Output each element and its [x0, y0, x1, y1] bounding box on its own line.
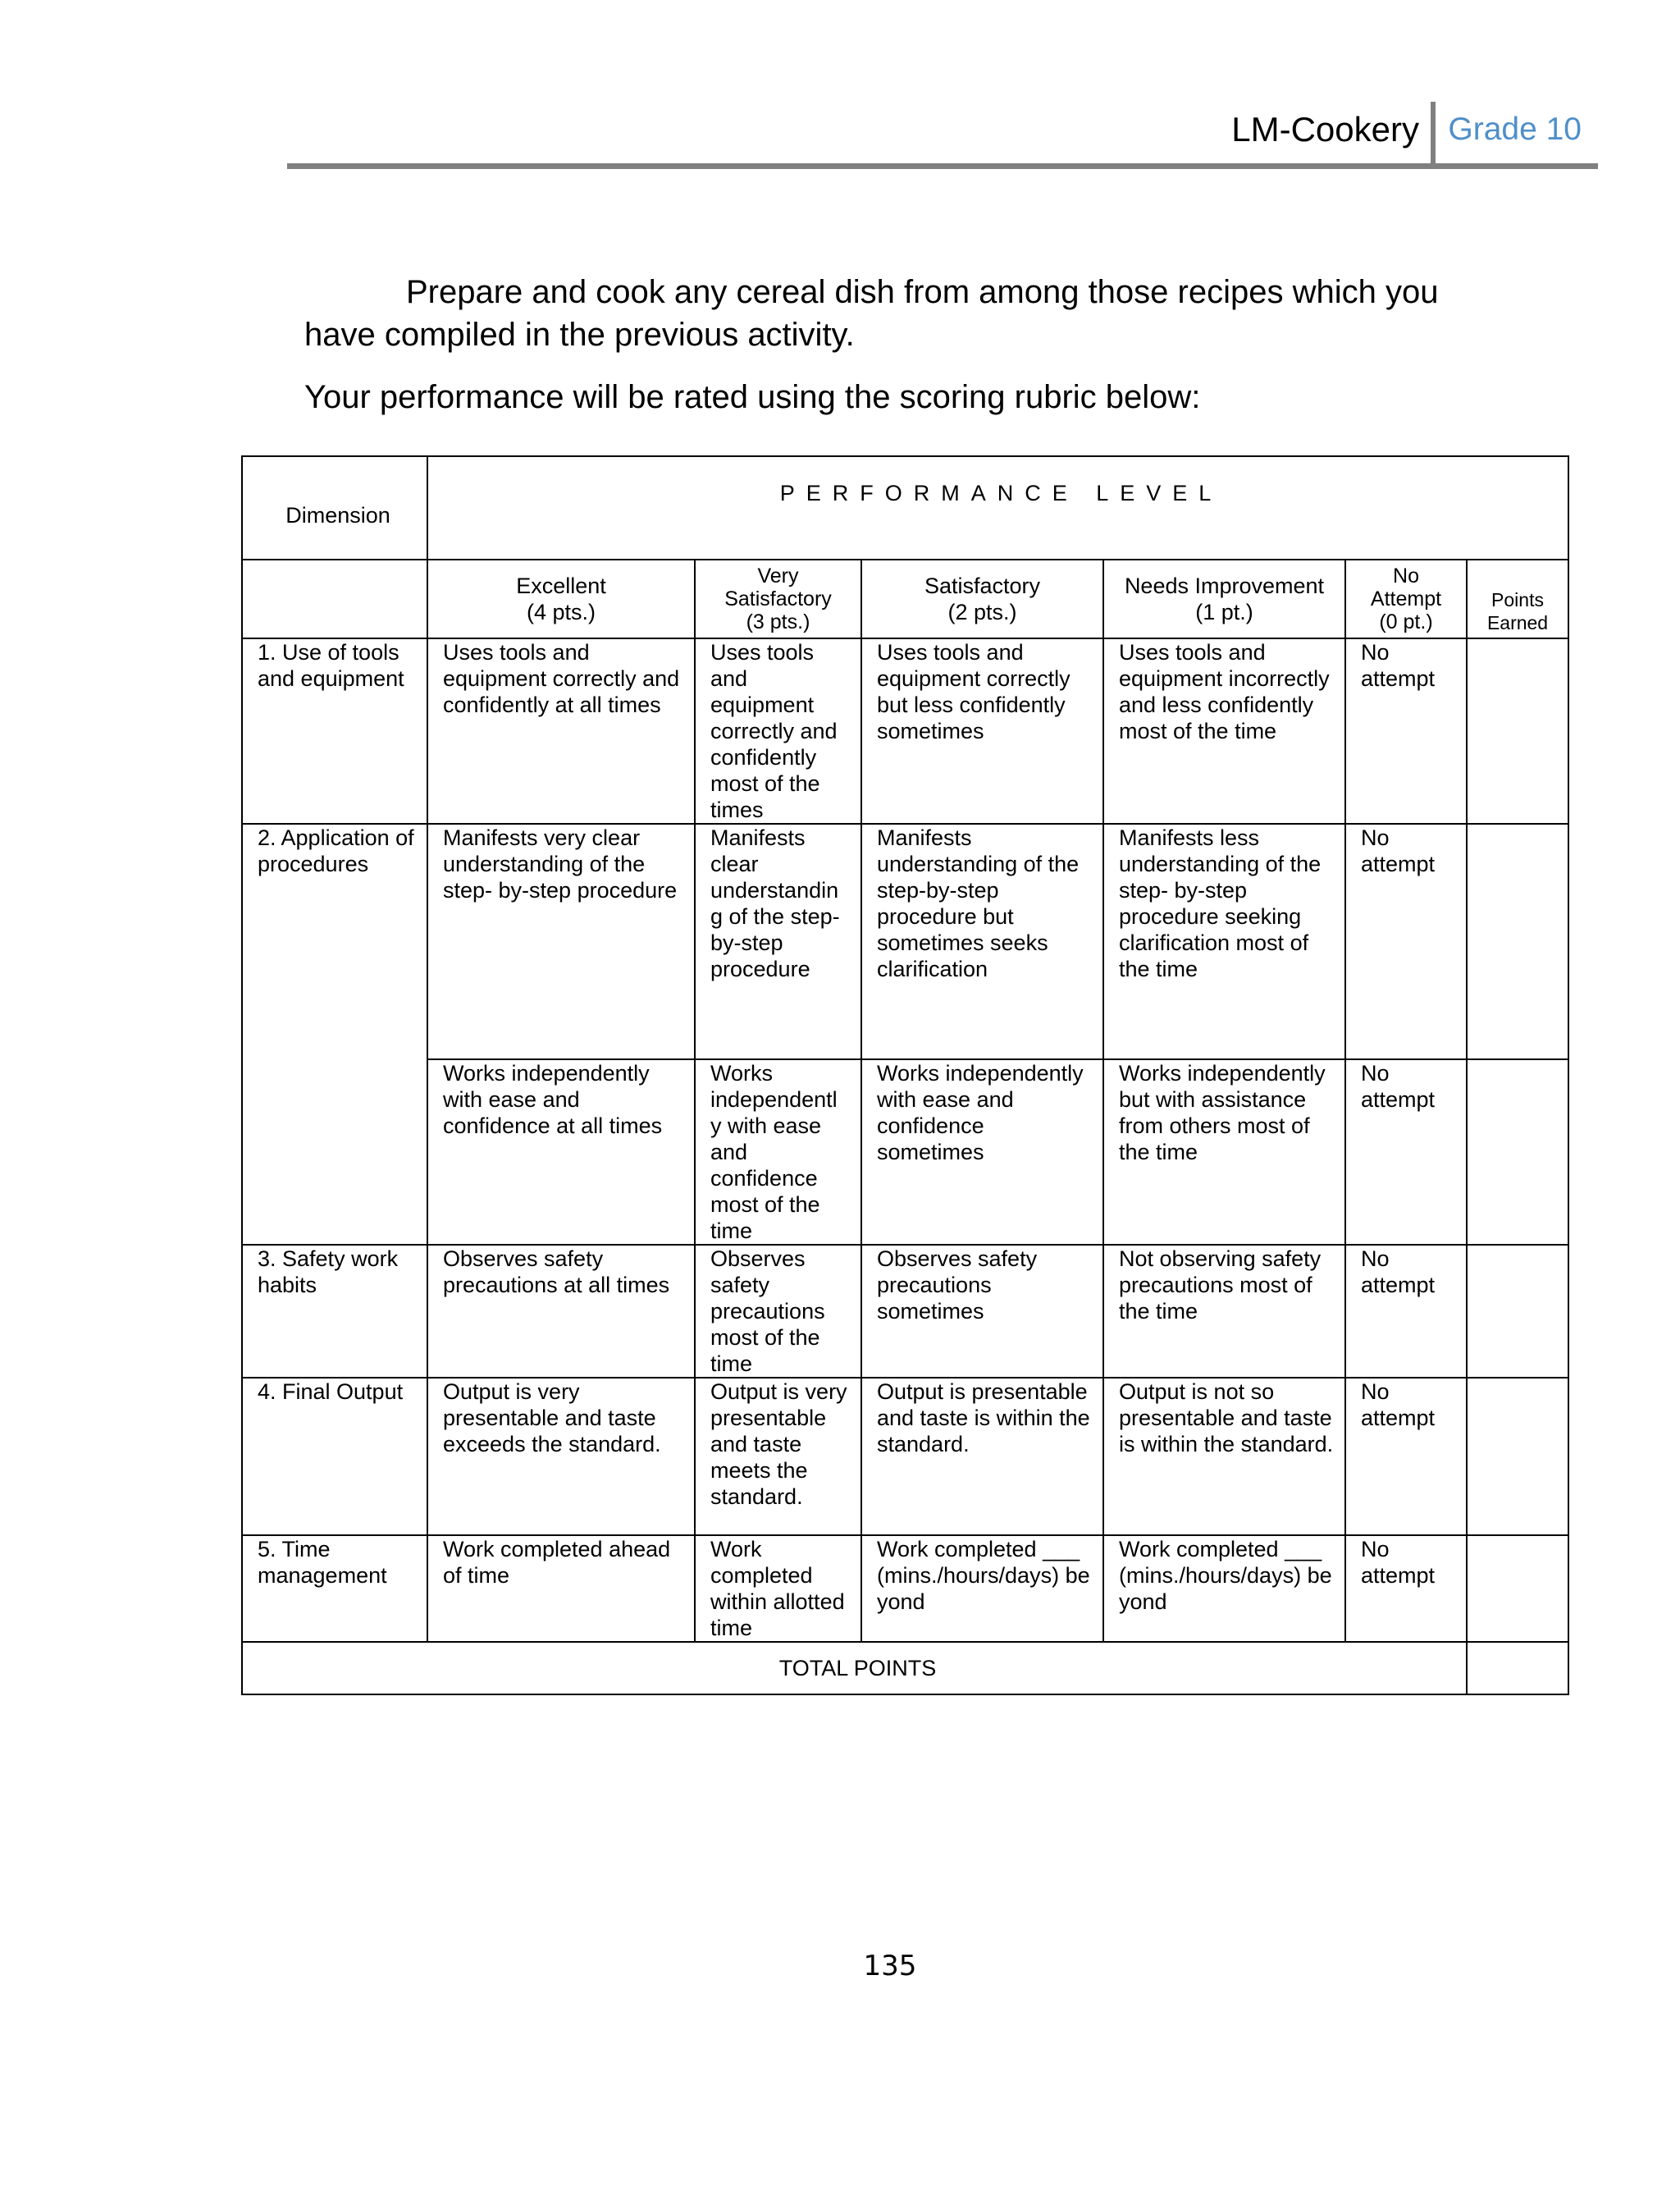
dimension-cell: 3. Safety work habits: [242, 1245, 427, 1378]
total-row: [242, 1642, 1568, 1694]
level-needs-improvement: Needs Improvement (1 pt.): [1103, 560, 1345, 638]
needs-improvement-cell: Manifests less understanding of the step- by-step procedure seeking clarification most of the time: [1103, 824, 1345, 1059]
header-title: LM-Cookery: [1231, 110, 1419, 149]
excellent-cell: Works independently with ease and confidence at all times: [427, 1059, 695, 1245]
dimension-header: Dimension: [242, 456, 427, 560]
satisfactory-cell: Uses tools and equipment correctly but less confidently sometimes: [861, 638, 1103, 824]
page-header: [287, 100, 1598, 169]
level-excellent: Excellent (4 pts.): [427, 560, 695, 638]
header-row-levels: [242, 560, 1568, 638]
very-satisfactory-cell: Observes safety precautions most of the time: [695, 1245, 861, 1378]
satisfactory-cell: Manifests understanding of the step-by-step procedure but sometimes seeks clarification: [861, 824, 1103, 1059]
dimension-cell: 2. Application of procedures: [242, 824, 427, 1245]
dimension-cell: 1. Use of tools and equipment: [242, 638, 427, 824]
table-row: [242, 1245, 1568, 1378]
points-earned-cell: [1467, 1245, 1568, 1378]
needs-improvement-cell: Not observing safety precautions most of the time: [1103, 1245, 1345, 1378]
total-points-label: TOTAL POINTS: [242, 1642, 1467, 1694]
performance-level-header: PERFORMANCE LEVEL: [427, 456, 1568, 560]
very-satisfactory-cell: Works independentl y with ease and confidence most of the time: [695, 1059, 861, 1245]
table-row: [242, 638, 1568, 824]
very-satisfactory-cell: Work completed within allotted time: [695, 1535, 861, 1642]
satisfactory-cell: Observes safety precautions sometimes: [861, 1245, 1103, 1378]
very-satisfactory-cell: Uses tools and equipment correctly and confidently most of the times: [695, 638, 861, 824]
no-attempt-cell: No attempt: [1345, 1378, 1467, 1535]
excellent-cell: Manifests very clear understanding of the step- by-step procedure: [427, 824, 695, 1059]
level-no-attempt: No Attempt (0 pt.): [1345, 560, 1467, 638]
dimension-blank-cell: [242, 560, 427, 638]
total-points-cell: [1467, 1642, 1568, 1694]
excellent-cell: Uses tools and equipment correctly and confidently at all times: [427, 638, 695, 824]
level-very-satisfactory: Very Satisfactory (3 pts.): [695, 560, 861, 638]
excellent-cell: Observes safety precautions at all times: [427, 1245, 695, 1378]
table-row: [242, 1059, 1568, 1245]
dimension-cell: 5. Time management: [242, 1535, 427, 1642]
scoring-rubric-table: [241, 455, 1569, 1695]
no-attempt-cell: No attempt: [1345, 638, 1467, 824]
instruction-paragraph: Prepare and cook any cereal dish from among those recipes which you have compiled in the previous activity.: [304, 274, 1439, 353]
points-earned-cell: [1467, 638, 1568, 824]
table-row: [242, 1378, 1568, 1535]
header-grade: Grade 10: [1448, 112, 1582, 147]
needs-improvement-cell: Works independently but with assistance from others most of the time: [1103, 1059, 1345, 1245]
excellent-cell: Output is very presentable and taste exceeds the standard.: [427, 1378, 695, 1535]
points-earned-cell: [1467, 824, 1568, 1059]
table-row: [242, 824, 1568, 1059]
satisfactory-cell: Output is presentable and taste is within the standard.: [861, 1378, 1103, 1535]
table-row: [242, 1535, 1568, 1642]
header-divider: [1431, 102, 1436, 167]
no-attempt-cell: No attempt: [1345, 1245, 1467, 1378]
points-earned-cell: [1467, 1378, 1568, 1535]
header-row-top: [242, 456, 1568, 560]
page-number: 135: [863, 1950, 917, 1982]
points-earned-header: Points Earned: [1467, 560, 1568, 638]
very-satisfactory-cell: Output is very presentable and taste meets the standard.: [695, 1378, 861, 1535]
points-earned-cell: [1467, 1535, 1568, 1642]
excellent-cell: Work completed ahead of time: [427, 1535, 695, 1642]
no-attempt-cell: No attempt: [1345, 1535, 1467, 1642]
header-rule: [287, 163, 1598, 169]
very-satisfactory-cell: Manifests clear understandin g of the step- by-step procedure: [695, 824, 861, 1059]
level-satisfactory: Satisfactory (2 pts.): [861, 560, 1103, 638]
needs-improvement-cell: Work completed ___(mins./hours/days) beyond: [1103, 1535, 1345, 1642]
needs-improvement-cell: Output is not so presentable and taste is within the standard.: [1103, 1378, 1345, 1535]
no-attempt-cell: No attempt: [1345, 1059, 1467, 1245]
dimension-cell: 4. Final Output: [242, 1378, 427, 1535]
instructions: [304, 271, 1502, 418]
rubric-intro-paragraph: Your performance will be rated using the scoring rubric below:: [304, 379, 1201, 415]
needs-improvement-cell: Uses tools and equipment incorrectly and less confidently most of the time: [1103, 638, 1345, 824]
satisfactory-cell: Works independently with ease and confidence sometimes: [861, 1059, 1103, 1245]
points-earned-cell: [1467, 1059, 1568, 1245]
no-attempt-cell: No attempt: [1345, 824, 1467, 1059]
satisfactory-cell: Work completed ___(mins./hours/days) beyond: [861, 1535, 1103, 1642]
